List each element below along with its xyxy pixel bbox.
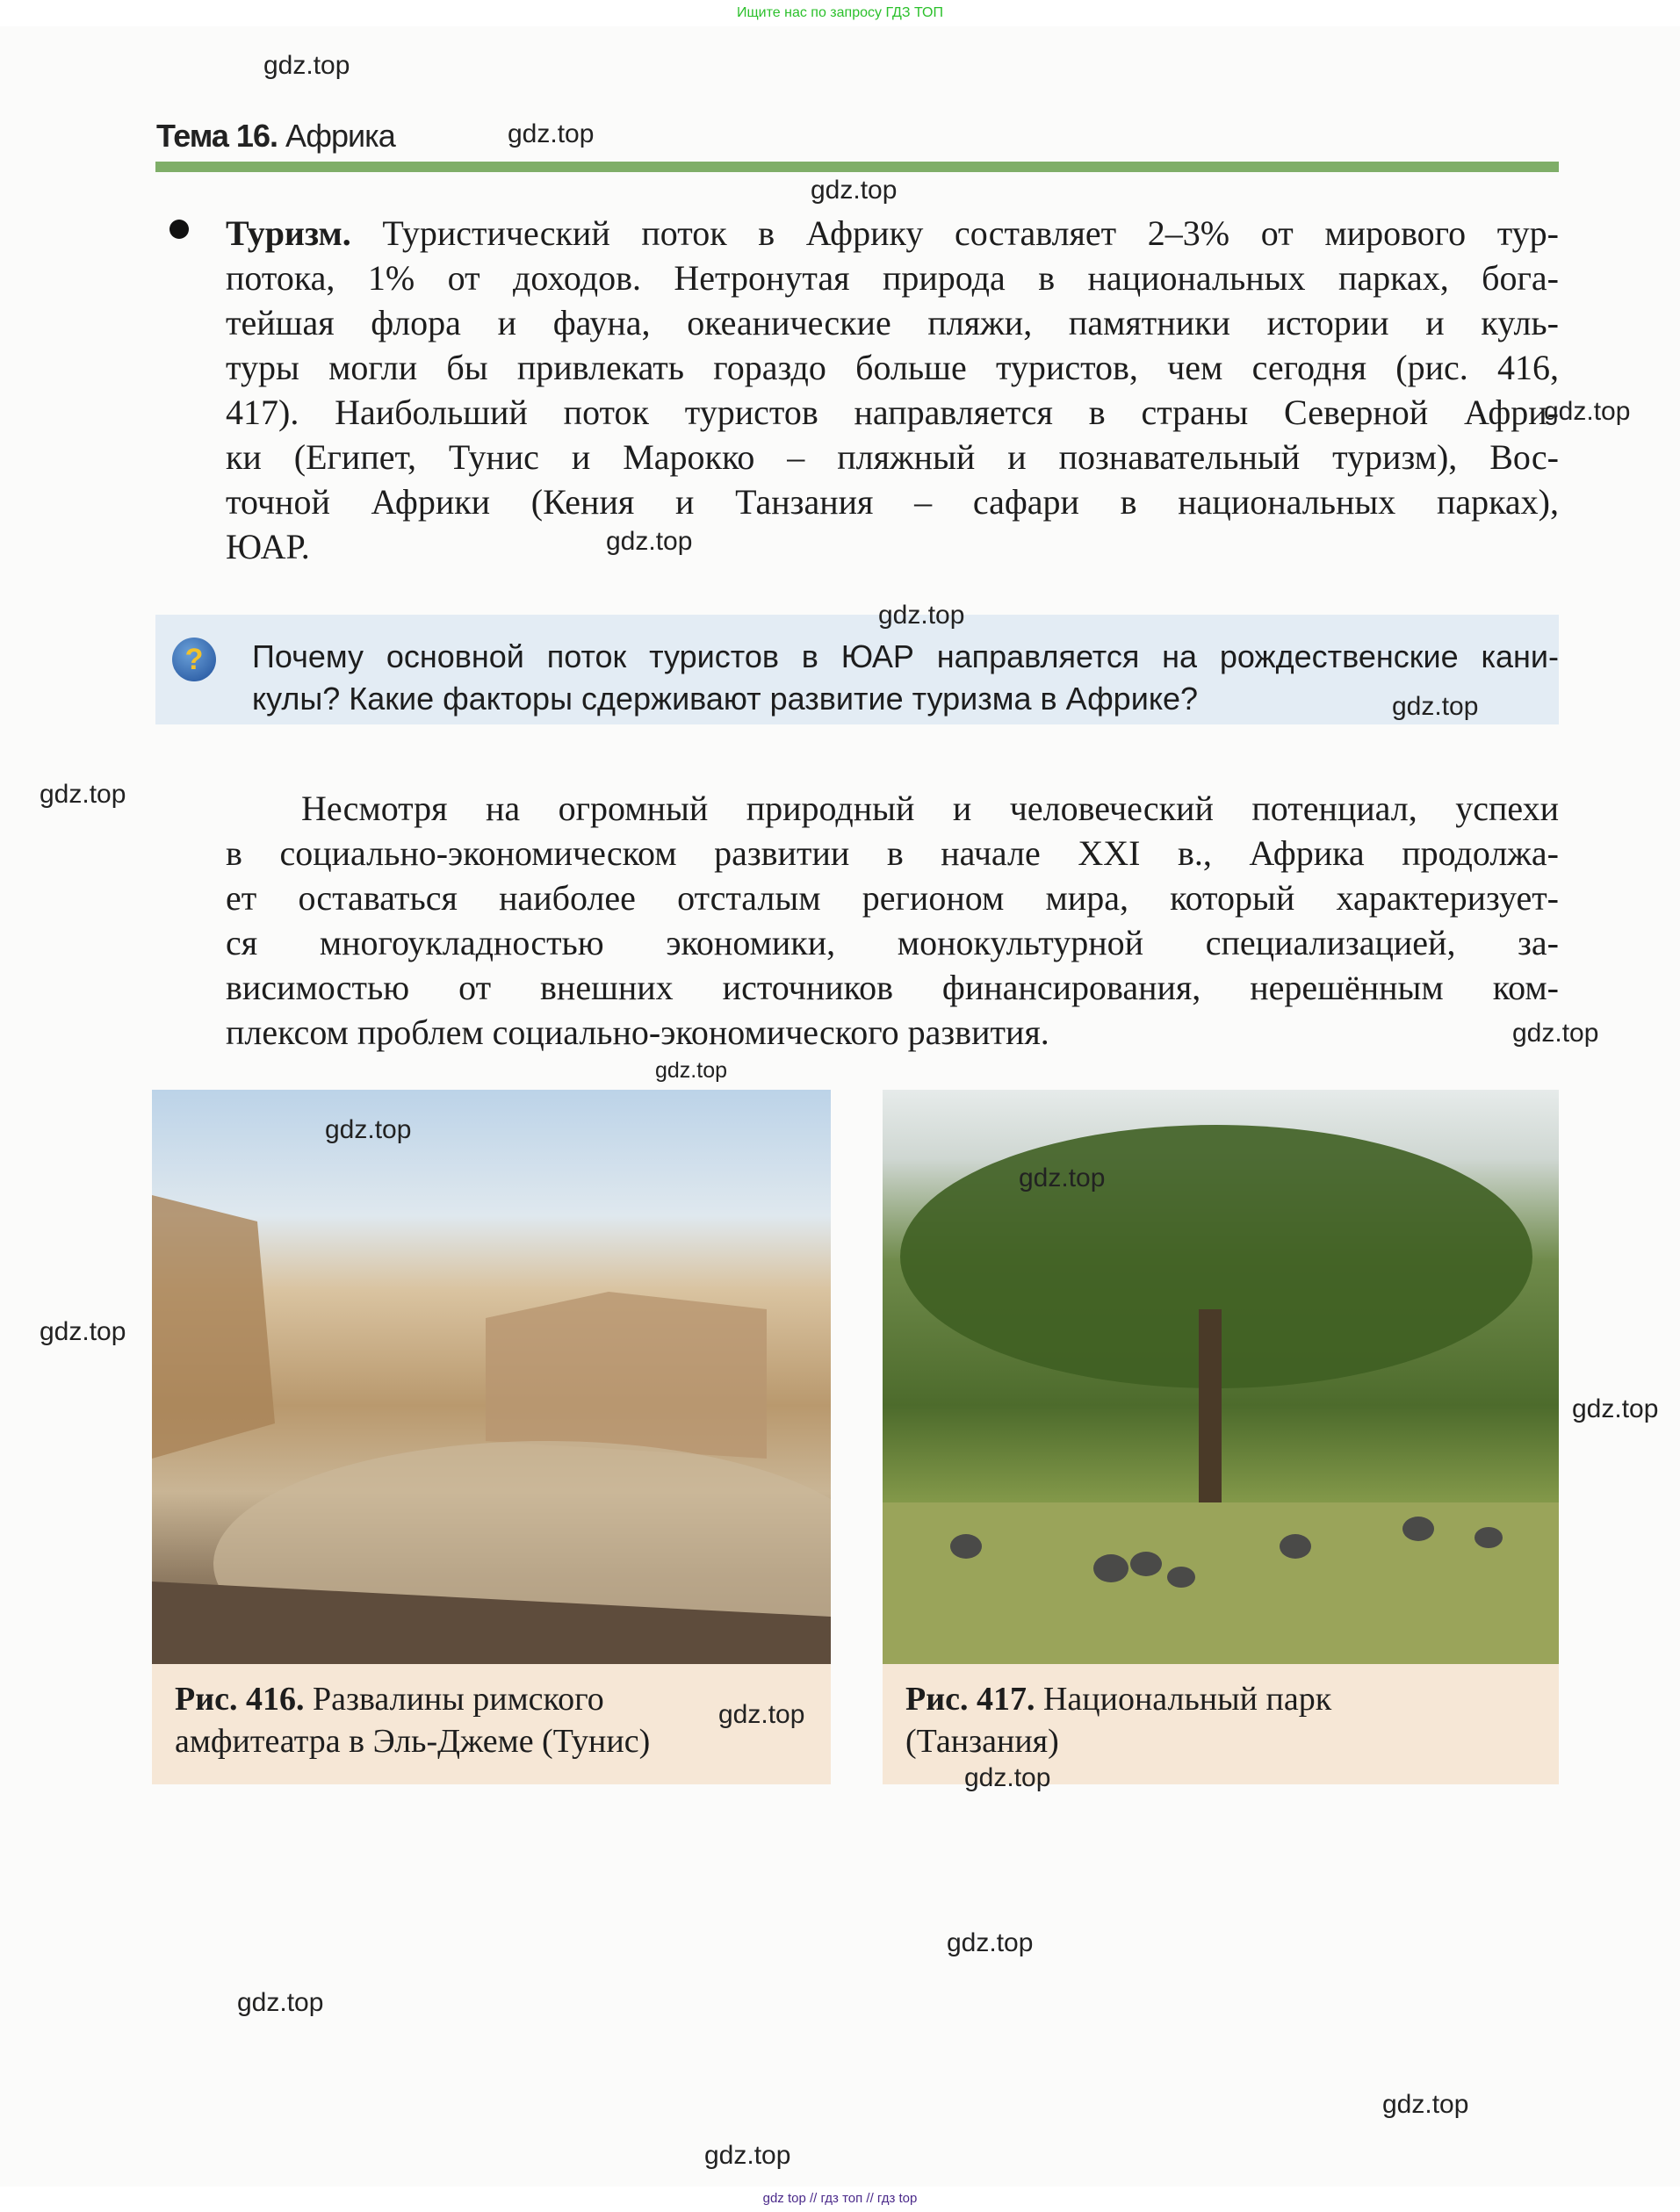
caption-text: Развалины римского bbox=[312, 1681, 604, 1718]
caption-text: амфитеатра в Эль-Джеме (Тунис) bbox=[175, 1723, 651, 1760]
watermark: gdz.top bbox=[325, 1115, 412, 1144]
savanna-illustration bbox=[883, 1090, 1559, 1664]
conclusion-line: ет оставаться наиболее отсталым регионом мира, который характеризует- bbox=[226, 878, 1559, 918]
watermark: gdz.top bbox=[1544, 397, 1631, 426]
tourism-line: туры могли бы привлекать гораздо больше туристов, чем сегодня (рис. 416, bbox=[226, 348, 1559, 387]
watermark: gdz.top bbox=[947, 1928, 1034, 1957]
watermark: gdz.top bbox=[811, 176, 898, 205]
tourism-line bbox=[226, 211, 1559, 256]
question-line: Почему основной поток туристов в ЮАР направляется на рождественские кани- bbox=[252, 638, 1559, 674]
watermark: gdz.top bbox=[1572, 1394, 1659, 1423]
tourism-line: тейшая флора и фауна, океанические пляжи, памятники истории и куль- bbox=[226, 303, 1559, 342]
watermark: gdz.top bbox=[237, 1988, 324, 2017]
watermark: gdz.top bbox=[718, 1700, 805, 1729]
topic-number: Тема 16. bbox=[156, 118, 278, 154]
watermark: gdz.top bbox=[40, 780, 126, 809]
tourism-line: точной Африки (Кения и Танзания – сафари в национальных парках), bbox=[226, 482, 1559, 522]
question-line: кулы? Какие факторы сдерживают развитие туризма в Африке? bbox=[252, 681, 1199, 717]
conclusion-line: ся многоукладностью экономики, монокультурной специализацией, за- bbox=[226, 923, 1559, 962]
conclusion-line: в социально-экономическом развитии в начале XXI в., Африка продолжа- bbox=[226, 833, 1559, 873]
figure-417-national-park-photo bbox=[883, 1090, 1559, 1664]
watermark: gdz.top bbox=[1392, 692, 1479, 721]
page-header bbox=[156, 118, 395, 155]
figure-label: Рис. 416. bbox=[175, 1681, 305, 1718]
watermark: gdz.top bbox=[263, 51, 350, 80]
amphitheatre-illustration bbox=[152, 1090, 831, 1664]
watermark: gdz.top bbox=[606, 527, 693, 556]
figure-416-amphitheatre-photo bbox=[152, 1090, 831, 1664]
conclusion-line: Несмотря на огромный природный и человеческий потенциал, успехи bbox=[301, 789, 1559, 828]
watermark: gdz.top bbox=[878, 601, 965, 630]
conclusion-line: висимостью от внешних источников финансирования, нерешённым ком- bbox=[226, 968, 1559, 1007]
watermark: gdz.top bbox=[1382, 2090, 1469, 2119]
tourism-line: ЮАР. bbox=[226, 527, 310, 566]
watermark: gdz.top bbox=[40, 1317, 126, 1346]
topic-title: Африка bbox=[285, 118, 395, 154]
watermark: gdz.top bbox=[1019, 1164, 1106, 1192]
tourism-text: Туристический поток в Африку составляет 2–3% от мирового тур- bbox=[382, 213, 1560, 253]
figure-label: Рис. 417. bbox=[905, 1681, 1035, 1718]
conclusion-line: плексом проблем социально-экономического развития. bbox=[226, 1012, 1049, 1052]
tourism-line: 417). Наибольший поток туристов направляется в страны Северной Афри- bbox=[226, 393, 1559, 432]
watermark: gdz.top bbox=[964, 1763, 1051, 1792]
tourism-lead: Туризм. bbox=[226, 213, 351, 253]
bullet-icon bbox=[169, 220, 189, 239]
question-icon: ? bbox=[172, 638, 216, 681]
caption-text: (Танзания) bbox=[905, 1723, 1059, 1760]
tourism-line: потока, 1% от доходов. Нетронутая природа в национальных парках, бога- bbox=[226, 258, 1559, 298]
watermark: gdz.top bbox=[704, 2141, 791, 2170]
watermark: gdz.top bbox=[1512, 1019, 1599, 1048]
bottom-banner[interactable]: gdz top // гдз топ // гдз top bbox=[0, 2187, 1680, 2212]
header-divider bbox=[155, 162, 1559, 172]
caption-text: Национальный парк bbox=[1042, 1681, 1332, 1718]
tourism-line: ки (Египет, Тунис и Марокко – пляжный и познавательный туризм), Вос- bbox=[226, 437, 1559, 477]
watermark: gdz.top bbox=[655, 1058, 728, 1083]
watermark: gdz.top bbox=[508, 119, 595, 148]
top-banner[interactable]: Ищите нас по запросу ГДЗ ТОП bbox=[0, 0, 1680, 26]
